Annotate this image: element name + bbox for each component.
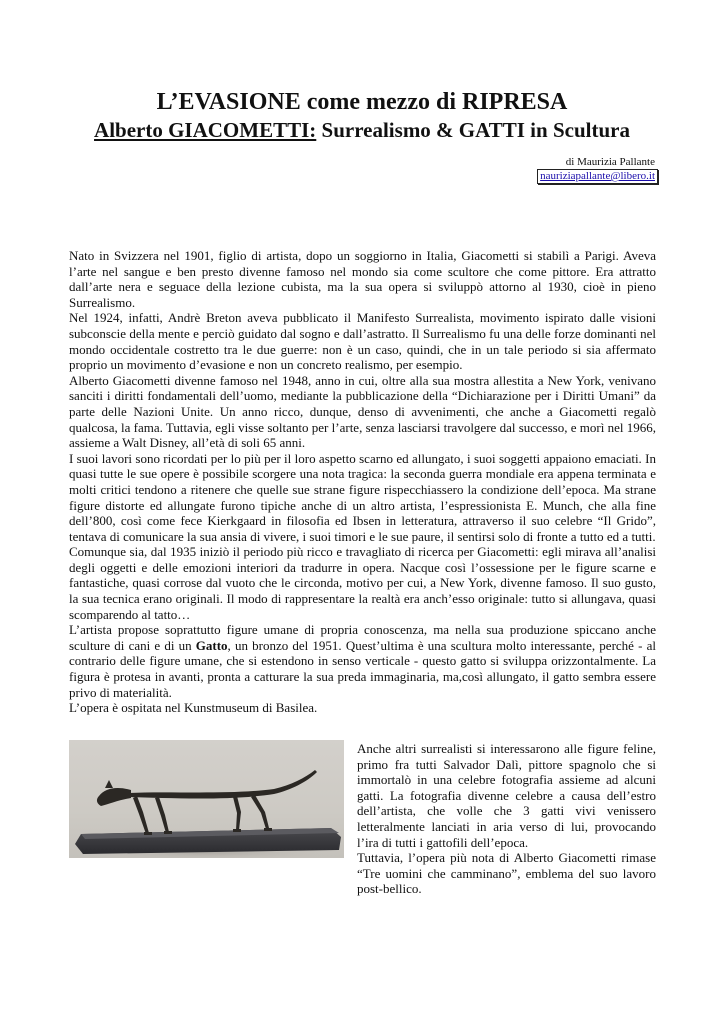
article-body (69, 248, 656, 716)
side-paragraph-three-men: Tuttavia, l’opera più nota di Alberto Giacometti rimase “Tre uomini che camminano”, emblema del suo lavoro post-bellico. (357, 850, 656, 897)
cat-sculpture-photo (69, 740, 344, 858)
cat-paragraph-bold: Gatto (195, 637, 228, 653)
paragraph-research: Comunque sia, dal 1935 iniziò il periodo più ricco e travagliato di ricerca per Giacometti: egli mirava all’analisi degli oggetti e delle emozioni interiori da tradurre in opera. Nacque così l’ossessione per le figure scarne e fantastiche, quasi corrose dal vuoto che le circonda, motivo per cui, a New York, divenne famoso. Il suo gusto, la sua tecnica erano originali. Il modo di rappresentare la realtà era anch’esso originale: tutto si allungava, quasi scomparendo al tatto… (69, 544, 656, 622)
paragraph-museum: L’opera è ospitata nel Kunstmuseum di Basilea. (69, 700, 318, 716)
page-subtitle (0, 117, 724, 143)
subtitle-topic: Surrealismo & GATTI in Scultura (316, 118, 630, 142)
author-email-link[interactable]: nauriziapallante@libero.it (537, 169, 658, 184)
paragraph-surrealism: Nel 1924, infatti, Andrè Breton aveva pubblicato il Manifesto Surrealista, movimento ispirato dalle visioni subconscie della mente e perciò guidato dal sogno e dall’astratto. Il Surrealismo fu una delle forze dominanti nel mondo occidentale costretto tra le due guerre: non è un caso, quindi, che in un tale periodo si sia affermato proprio un movimento d’evasione e non un concreto realismo, per esempio. (69, 310, 656, 373)
side-paragraph-dali: Anche altri surrealisti si interessarono alle figure feline, primo fra tutti Salvador Dalì, pittore spagnolo che si immortalò in una celebre fotografia assieme ad alcuni gatti. La fotografia divenne celebre a causa dell’estro dell’artista, che volle che 3 gatti vivi venissero letteralmente lanciati in aria verso di lui, provocando l’ira di tutti i gattofili dell’epoca. (357, 741, 656, 850)
paragraph-cat-sculpture (69, 622, 656, 700)
paragraph-fame: Alberto Giacometti divenne famoso nel 1948, anno in cui, oltre alla sua mostra allestita a New York, venivano sanciti i diritti fondamentali dell’uomo, mediante la pubblicazione della “Dichiarazione per i Diritti Umani” da parte delle Nazioni Unite. Un anno ricco, dunque, denso di avvenimenti, che anche a Giacometti regalò qualcosa, la fama. Tuttavia, egli visse soltanto per l’arte, senza lasciarsi travolgere dal successo, e morì nel 1966, assieme a Walt Disney, all’età di soli 65 anni. (69, 372, 656, 451)
cat-paragraph-before: L’artista propose soprattutto figure umane di propria conoscenza, ma nella sua produzione spiccano anche sculture di cani e di un (69, 622, 656, 653)
subtitle-artist-name: Alberto GIACOMETTI: (94, 118, 317, 142)
author-byline: di Maurizia Pallante (565, 156, 655, 168)
side-text-column (357, 741, 656, 897)
page-title: L’EVASIONE come mezzo di RIPRESA (156, 89, 568, 115)
paragraph-origins: Nato in Svizzera nel 1901, figlio di artista, dopo un soggiorno in Italia, Giacometti si stabilì a Parigi. Aveva l’arte nel sangue e ben presto divenne famoso nel mondo sia come scultore che come pittore. Era attratto dall’arte nera e seguace della lezione cubista, ma la sua opera si sviluppò attorno al 1930, cioè in pieno Surrealismo. (69, 248, 656, 310)
paragraph-style: I suoi lavori sono ricordati per lo più per il loro aspetto scarno ed allungato, i suoi soggetti appaiono emaciati. In quasi tutte le sue opere è possibile scorgere una nota tragica: la seconda guerra mondiale era appena terminata e molti critici tendono a ritenere che quelle sue strane figure rispecchiassero la condizione dell’epoca. Ma strane figure distorte ed allungate furono tipiche anche di un altro artista, l’espressionista E. Munch, che alla fine dell’800, così come fece Kierkgaard in filosofia ed Ibsen in letteratura, attraverso il suo celebre “Il Grido”, tentava di comunicare la sua ansia di vivere, i suoi timori e le sue paure, il sentirsi solo di fronte a tutto ed a tutti. (69, 450, 656, 544)
cat-sculpture-image (69, 740, 344, 858)
cat-paragraph-after: , un bronzo del 1951. Quest’ultima è una scultura molto interessante, perché - al contrario delle figure umane, che si estendono in senso verticale - questo gatto si sviluppa orizzontalmente. La figura è protesa in avanti, pronta a catturare la sua preda immaginaria, ma,così allungato, il gatto sembra essere privo di materialità. (69, 637, 656, 700)
